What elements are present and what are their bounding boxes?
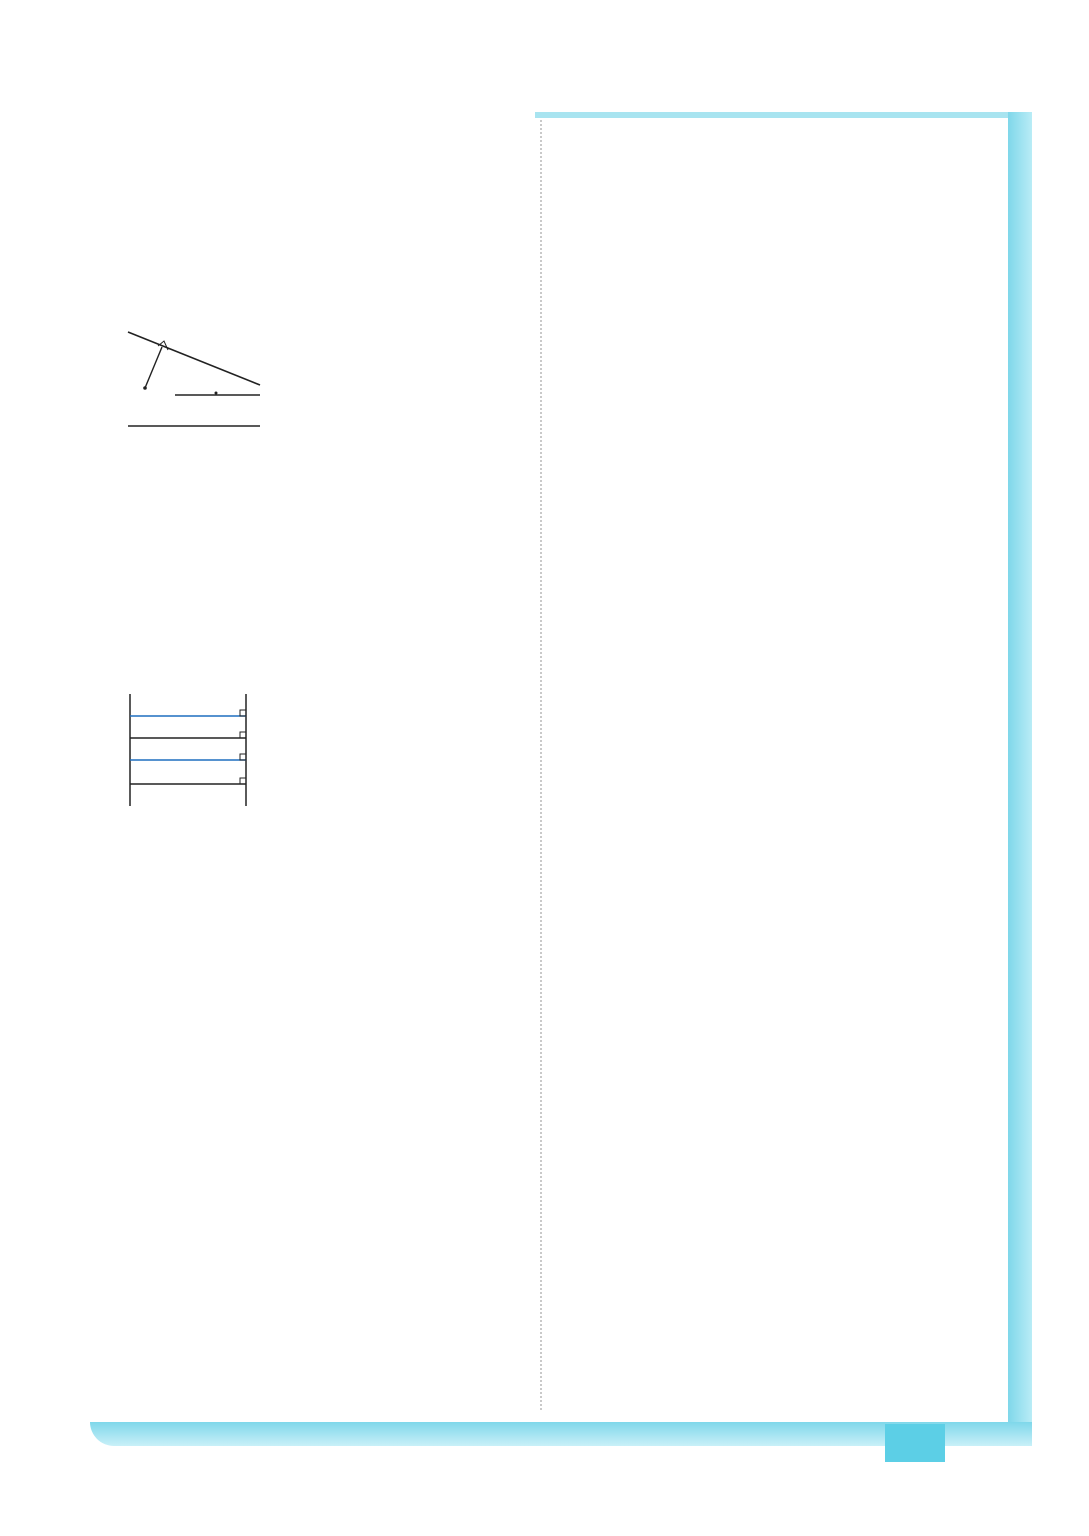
right-angle-mark-4 <box>240 778 246 784</box>
right-angle-mark-2 <box>240 732 246 738</box>
line-l1-slant <box>128 332 260 385</box>
chart-1-vision <box>100 995 525 1355</box>
right-angle-mark-3 <box>240 754 246 760</box>
answer-6-line1 <box>100 118 151 144</box>
parallel-lines-diagram <box>120 320 290 450</box>
vertical-segments-diagram <box>122 692 252 810</box>
page-frame-top <box>535 112 1015 118</box>
point-p-dot <box>143 386 147 390</box>
page-number <box>885 1424 945 1462</box>
chart-4-jumprope <box>560 1022 960 1352</box>
chart-3-fruit <box>560 645 1000 890</box>
right-angle-mark-1 <box>240 710 246 716</box>
perpendicular-segment <box>145 347 162 388</box>
page-frame-right <box>1008 112 1032 1422</box>
column-divider <box>540 120 542 1410</box>
chart-2-votes <box>560 162 960 472</box>
running-header <box>0 62 1089 86</box>
point-o-dot <box>215 392 218 395</box>
